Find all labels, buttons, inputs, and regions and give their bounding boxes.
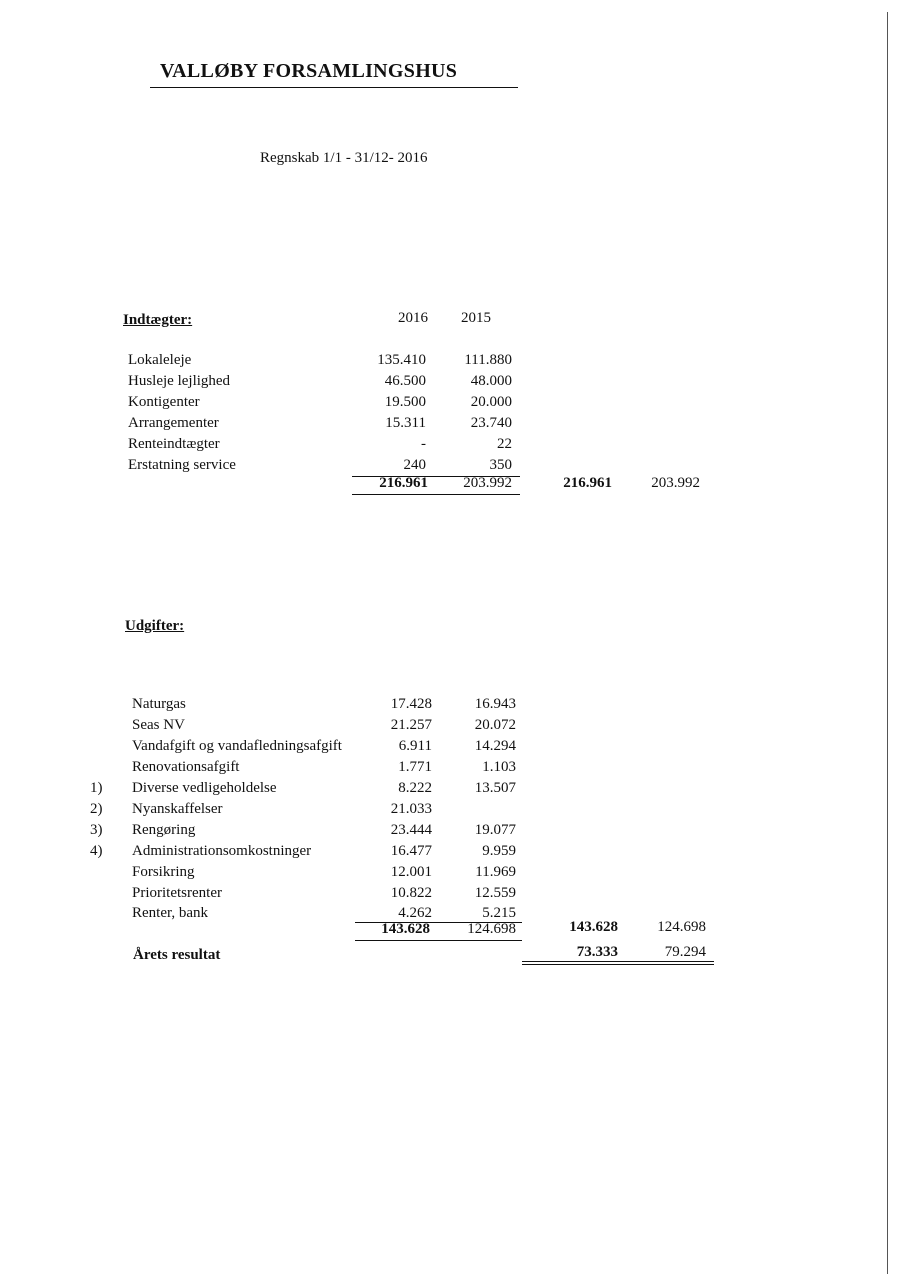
expense-row-label: Renovationsafgift	[132, 759, 240, 775]
income-row-label: Lokaleleje	[128, 352, 192, 368]
expense-row-current: 10.822	[390, 885, 432, 901]
income-row-label: Arrangementer	[128, 415, 219, 431]
income-heading: Indtægter:	[123, 312, 193, 328]
expense-row-previous: 13.507	[474, 780, 516, 796]
result-current: 73.333	[576, 944, 618, 960]
income-row-previous: 23.740	[470, 415, 512, 431]
income-row-current: 240	[403, 457, 426, 473]
expense-row-current: 6.911	[398, 738, 432, 754]
expenses-subtotal-underline	[355, 940, 522, 941]
income-total-previous: 203.992	[651, 475, 700, 491]
document-title: VALLØBY FORSAMLINGSHUS	[160, 60, 458, 82]
expense-row-label: Renter, bank	[132, 905, 209, 921]
income-row-previous: 22	[497, 436, 512, 452]
expenses-subtotal-current: 143.628	[381, 921, 430, 937]
year-current-header: 2016	[398, 310, 428, 326]
expense-row-current: 1.771	[398, 759, 432, 775]
result-double-underline-top	[522, 961, 714, 962]
expense-row-previous: 1.103	[482, 759, 516, 775]
income-total-current: 216.961	[563, 475, 612, 491]
expense-row-label: Seas NV	[132, 717, 185, 733]
expense-row-previous: 12.559	[474, 885, 516, 901]
expense-row-note: 2)	[90, 801, 103, 817]
expense-row-previous: 19.077	[474, 822, 516, 838]
expense-row-previous: 20.072	[474, 717, 516, 733]
income-row-previous: 111.880	[464, 352, 512, 368]
expense-row-label: Forsikring	[132, 864, 195, 880]
result-label: Årets resultat	[133, 947, 221, 963]
expense-row-label: Nyanskaffelser	[132, 801, 223, 817]
year-previous-header: 2015	[461, 310, 491, 326]
expense-row-note: 1)	[90, 780, 103, 796]
result-previous: 79.294	[664, 944, 706, 960]
expenses-total-current: 143.628	[569, 919, 618, 935]
expense-row-previous: 16.943	[474, 696, 516, 712]
income-row-previous: 20.000	[470, 394, 512, 410]
income-row-current: 15.311	[385, 415, 426, 431]
expense-row-label: Diverse vedligeholdelse	[132, 780, 277, 796]
expenses-subtotal-previous: 124.698	[467, 921, 516, 937]
income-row-previous: 48.000	[470, 373, 512, 389]
income-row-current: 135.410	[377, 352, 426, 368]
income-row-label: Kontigenter	[128, 394, 200, 410]
expense-row-current: 12.001	[390, 864, 432, 880]
income-row-current: 19.500	[384, 394, 426, 410]
income-row-label: Erstatning service	[128, 457, 236, 473]
expense-row-previous: 9.959	[482, 843, 516, 859]
expense-row-note: 4)	[90, 843, 103, 859]
expense-row-previous: 14.294	[474, 738, 516, 754]
income-row-previous: 350	[489, 457, 512, 473]
expense-row-current: 8.222	[398, 780, 432, 796]
expense-row-note: 3)	[90, 822, 103, 838]
result-double-underline-bottom	[522, 964, 714, 965]
income-subtotal-previous: 203.992	[463, 475, 512, 491]
expense-row-label: Rengøring	[132, 822, 196, 838]
income-row-label: Husleje lejlighed	[128, 373, 231, 389]
income-subtotal-underline	[352, 494, 520, 495]
expense-row-previous: 5.215	[482, 905, 516, 921]
expenses-total-previous: 124.698	[657, 919, 706, 935]
income-subtotal-current: 216.961	[379, 475, 428, 491]
expense-row-label: Vandafgift og vandafledningsafgift	[132, 738, 342, 754]
expense-row-label: Administrationsomkostninger	[132, 843, 312, 859]
expense-row-current: 17.428	[390, 696, 432, 712]
expense-row-previous: 11.969	[475, 864, 516, 880]
document-subtitle: Regnskab 1/1 - 31/12- 2016	[260, 150, 428, 166]
expense-row-label: Naturgas	[132, 696, 186, 712]
expense-row-label: Prioritetsrenter	[132, 885, 222, 901]
expense-row-current: 21.033	[390, 801, 432, 817]
expense-row-current: 4.262	[398, 905, 432, 921]
expense-row-current: 23.444	[390, 822, 432, 838]
expense-row-current: 16.477	[390, 843, 432, 859]
income-row-current: 46.500	[384, 373, 426, 389]
page-edge-line	[887, 12, 888, 1274]
income-row-label: Renteindtægter	[128, 436, 220, 452]
title-underline	[150, 87, 518, 88]
income-row-current: -	[421, 436, 426, 452]
expenses-heading: Udgifter:	[125, 618, 185, 634]
expense-row-current: 21.257	[390, 717, 432, 733]
